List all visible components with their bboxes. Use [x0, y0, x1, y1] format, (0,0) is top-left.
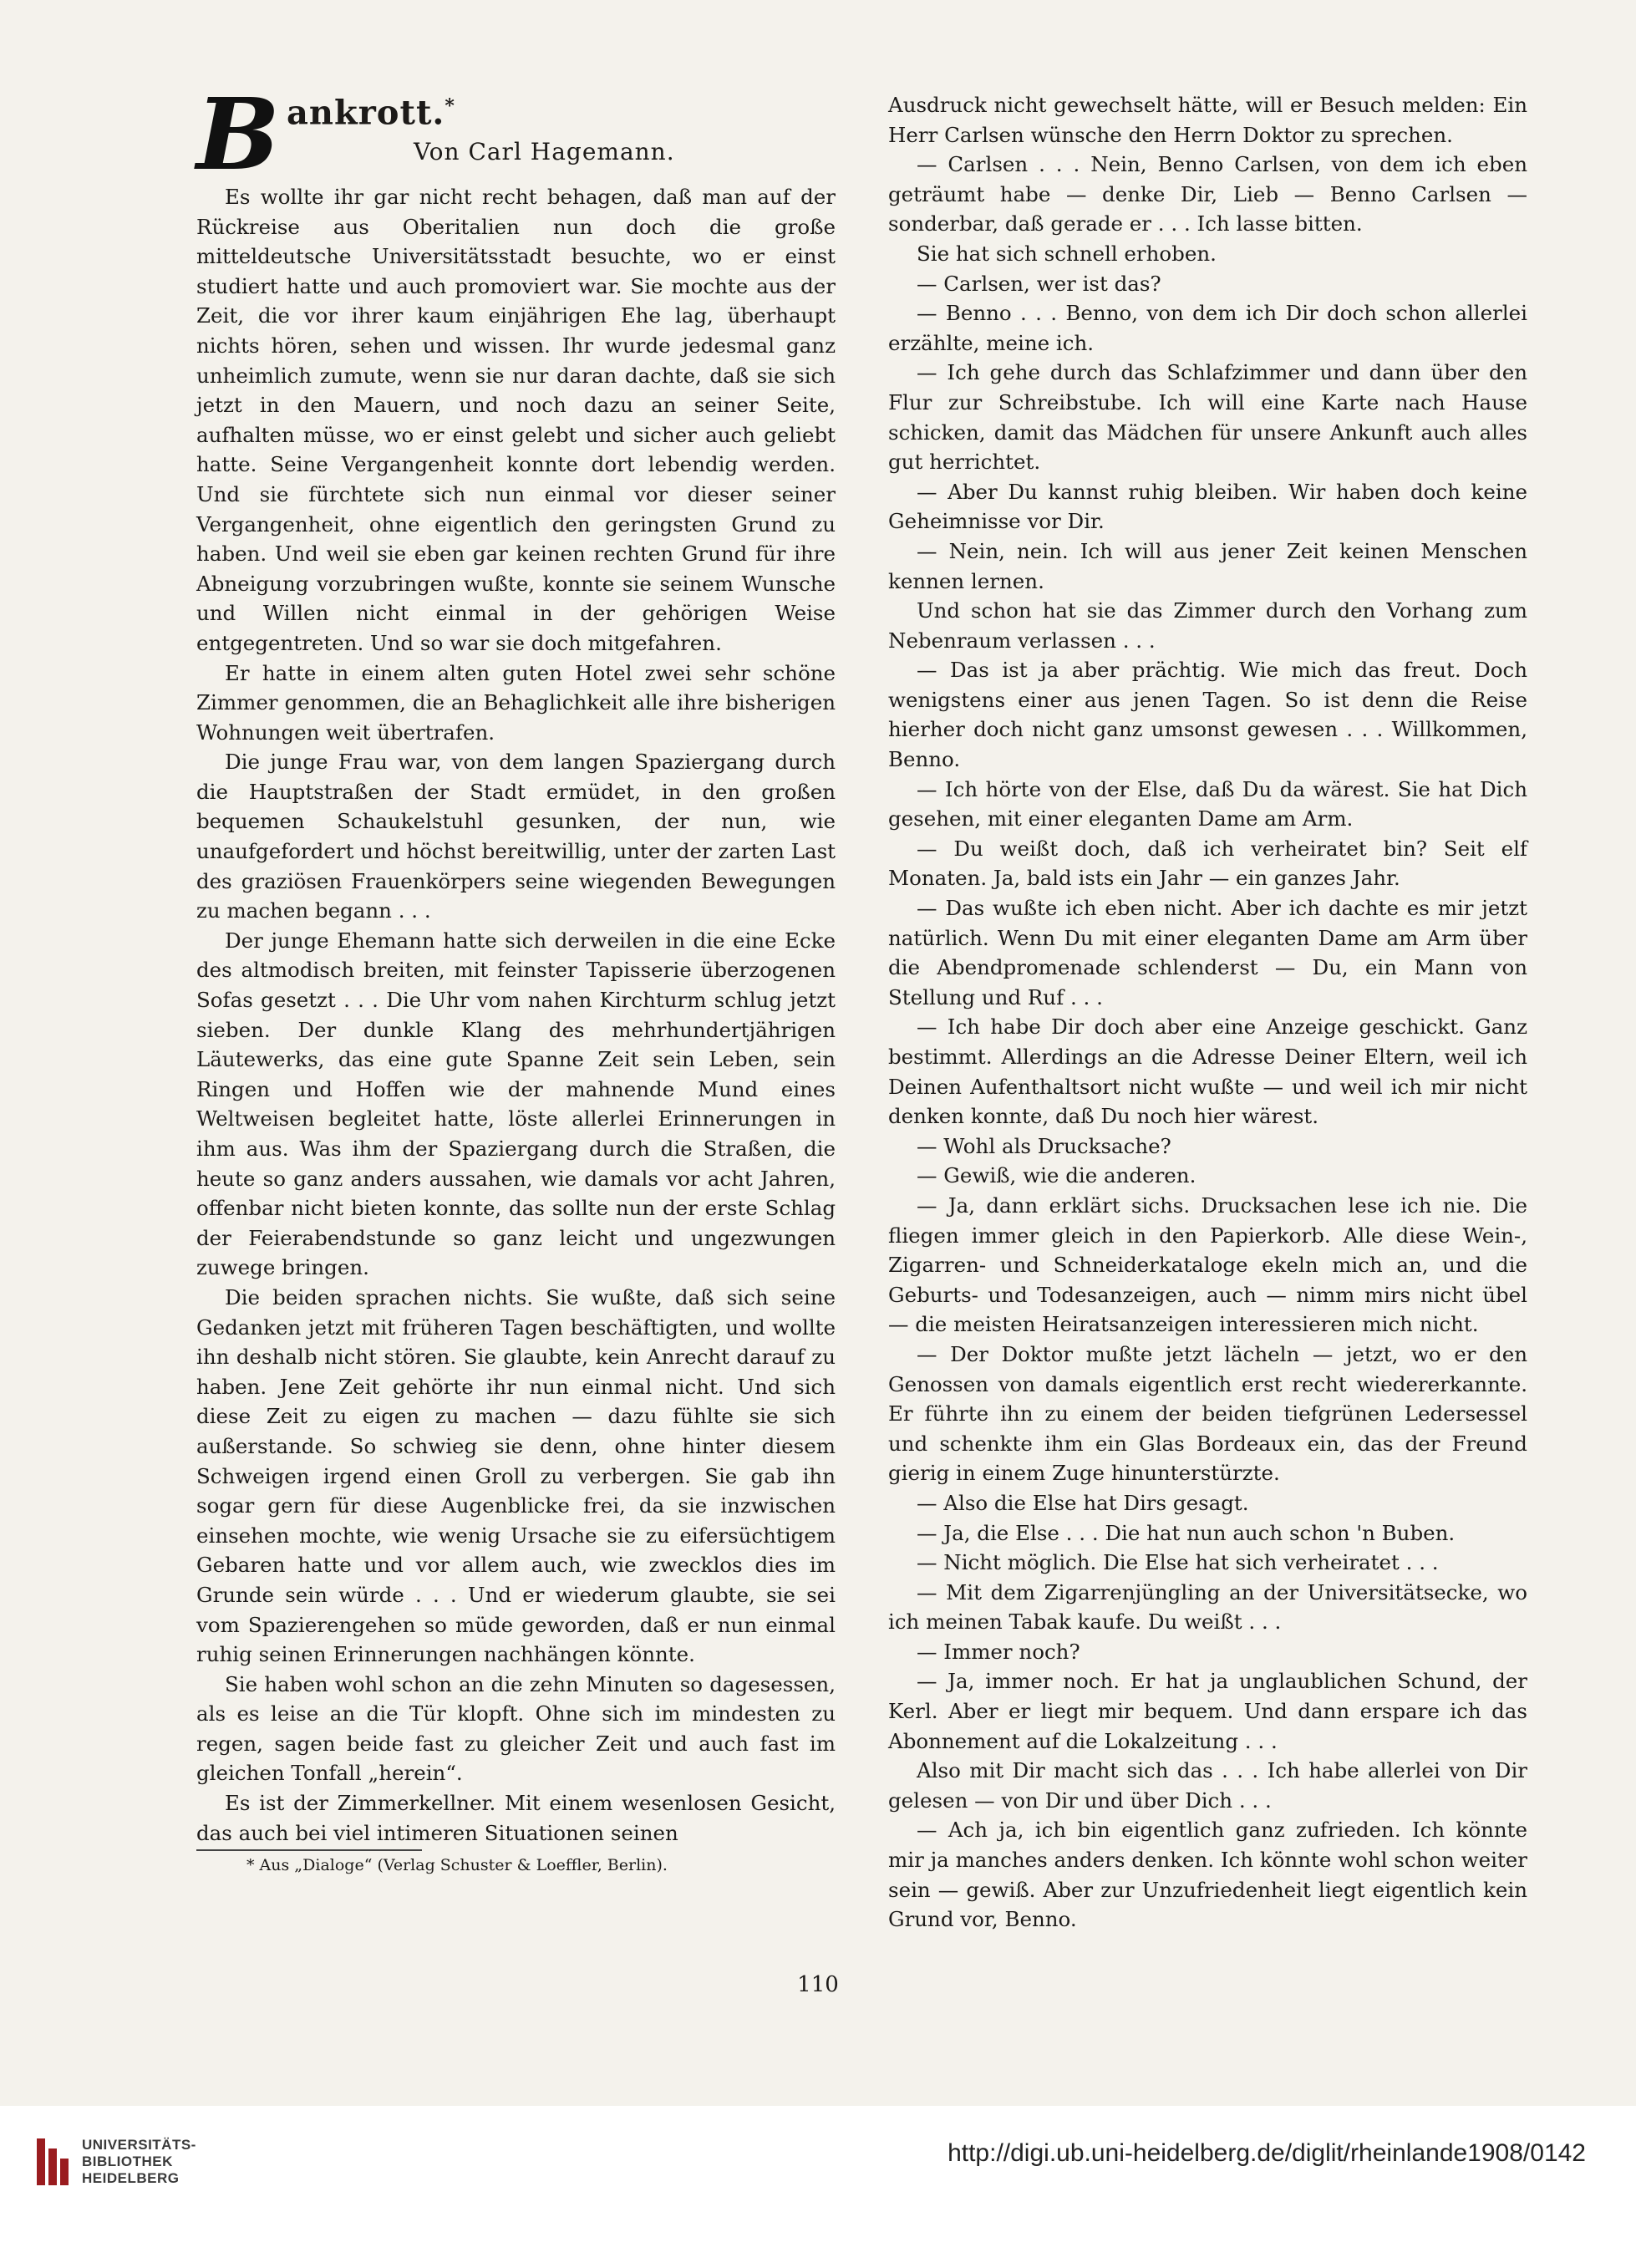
paragraph: — Immer noch? [917, 1639, 1080, 1664]
paragraph: — Gewiß, wie die anderen. [917, 1163, 1197, 1188]
library-name [82, 2137, 196, 2187]
paragraph: — Ich gehe durch das Schlafzimmer und dann über den Flur zur Schreibstube. Ich will eine Karte nach Hause schicken, damit das Mädchen für unsere Ankunft auch alles gut herrichtet. [888, 360, 1527, 475]
paragraph: Er hatte in einem alten guten Hotel zwei sehr schöne Zimmer genommen, die an Behaglichkeit alle ihre bisherigen Wohnungen weit übertrafen. [196, 660, 836, 745]
article-title [287, 92, 455, 133]
paragraph: Die beiden sprachen nichts. Sie wußte, daß sich seine Gedanken jetzt mit früheren Tagen beschäftigten, und wollte ihn deshalb nicht stören. Sie glaubte, kein Anrecht darauf zu haben. Jene Zeit gehörte ihr nun einmal nicht. Und sich diese Zeit zu eigen zu machen — dazu fühlte sie sich außerstande. So schwieg sie denn, ohne hinter diesem Schweigen irgend einen Groll zu verbergen. Sie gab ihn sogar gern für diese Augenblicke frei, da sie inzwischen einsehen mochte, wie wenig Ursache sie zu eifersüchtigem Gebaren hatte und vor allem auch, wie zwecklos dies im Grunde sein würde . . . Und er wiederum glaubte, sie sei vom Spazierengehen so müde geworden, daß er nun einmal ruhig seinen Erinnerungen nachhängen könnte. [196, 1284, 836, 1667]
paragraph: — Carlsen, wer ist das? [917, 271, 1161, 296]
left-column [196, 76, 836, 1876]
library-name-line-3: HEIDELBERG [82, 2170, 180, 2186]
article-title-text: ankrott. [287, 93, 445, 133]
title-footnote-mark: * [445, 95, 455, 117]
library-logo-icon [37, 2138, 70, 2185]
article-header [196, 76, 836, 192]
page-number: 110 [797, 1972, 839, 1997]
source-url-link[interactable]: http://digi.ub.uni-heidelberg.de/diglit/rheinlande1908/0142 [948, 2139, 1586, 2167]
paragraph: Und schon hat sie das Zimmer durch den Vorhang zum Nebenraum verlassen . . . [888, 598, 1527, 653]
paragraph: — Ja, die Else . . . Die hat nun auch schon 'n Buben. [917, 1520, 1456, 1545]
right-column [888, 90, 1527, 1935]
paragraph: — Nein, nein. Ich will aus jener Zeit keinen Menschen kennen lernen. [888, 538, 1527, 593]
paragraph: — Wohl als Drucksache? [917, 1133, 1171, 1158]
paragraph: — Also die Else hat Dirs gesagt. [917, 1490, 1249, 1515]
paragraph: Die junge Frau war, von dem langen Spaziergang durch die Hauptstraßen der Stadt ermüdet, in den großen bequemen Schaukelstuhl gesunken, der nun, wie unaufgefordert und höchst bereitwillig, unter der zarten Last des graziösen Frauenkörpers seine wiegenden Bewegungen zu machen begann . . . [196, 750, 836, 923]
paragraph: Es ist der Zimmerkellner. Mit einem wesenlosen Gesicht, das auch bei viel intimeren Situationen seinen [196, 1791, 836, 1845]
paragraph: — Nicht möglich. Die Else hat sich verheiratet . . . [917, 1550, 1439, 1575]
paragraph: — Ja, dann erklärt sichs. Drucksachen lese ich nie. Die fliegen immer gleich in den Papierkorb. Alle diese Wein-, Zigarren- und Schneiderkataloge ekeln mich an, und die Geburts- und Todesanzeigen, auch — nimm mirs nicht übel — die meisten Heiratsanzeigen interessieren mich nicht. [888, 1192, 1527, 1337]
paragraph: — Ja, immer noch. Er hat ja unglaublichen Schund, der Kerl. Aber er liegt mir bequem. Und dann erspare ich das Abonnement auf die Lokalzeitung . . . [888, 1669, 1527, 1753]
paragraph: — Carlsen . . . Nein, Benno Carlsen, von dem ich eben geträumt habe — denke Dir, Lieb — Benno Carlsen — sonderbar, daß gerade er . . . Ich lasse bitten. [888, 152, 1527, 236]
paragraph: Sie haben wohl schon an die zehn Minuten so dagesessen, als es leise an die Tür klopft. Ohne sich im mindesten zu regen, sagen beide fast zu gleicher Zeit und auch fast im gleichen Tonfall „herein“. [196, 1671, 836, 1786]
paragraph: — Ich habe Dir doch aber eine Anzeige geschickt. Ganz bestimmt. Allerdings an die Adresse Deiner Eltern, weil ich Deinen Aufenthaltsort nicht wußte — und weil ich mir nicht denken konnte, daß Du noch hier wärest. [888, 1014, 1527, 1129]
footnote-divider [196, 1849, 422, 1851]
paragraph: — Der Doktor mußte jetzt lächeln — jetzt, wo er den Genossen von damals eigentlich erst recht wiedererkannte. Er führte ihn zu einem der beiden tiefgrünen Ledersessel und schenkte ihm ein Glas Bordeaux ein, das der Freund gierig in einem Zuge hinunterstürzte. [888, 1341, 1527, 1486]
paragraph: — Ach ja, ich bin eigentlich ganz zufrieden. Ich könnte mir ja manches anders denken. Ich könnte wohl schon weiter sein — gewiß. Aber zur Unzufriedenheit liegt eigentlich kein Grund vor, Benno. [888, 1818, 1527, 1932]
paragraph: — Das wußte ich eben nicht. Aber ich dachte es mir jetzt natürlich. Wenn Du mit einer eleganten Dame am Arm über die Abendpromenade schlenderst — Du, ein Mann von Stellung und Ruf . . . [888, 896, 1527, 1009]
paragraph: Der junge Ehemann hatte sich derweilen in die eine Ecke des altmodisch breiten, mit feinster Tapisserie überzogenen Sofas gesetzt . . . Die Uhr vom nahen Kirchturm schlug jetzt sieben. Der dunkle Klang des mehrhundertjährigen Läutewerks, das eine gute Spanne Zeit sein Leben, sein Ringen und Hoffen wie der mahnende Mund eines Weltweisen begleitet hatte, löste allerlei Erinnerungen in ihm aus. Was ihm der Spaziergang durch die Straßen, die heute so ganz anders aussahen, wie damals vor acht Jahren, offenbar nicht bieten konnte, das sollte nun der erste Schlag der Feierabendstunde so ganz leicht und ungezwungen zuwege bringen. [196, 928, 836, 1280]
paragraph: — Aber Du kannst ruhig bleiben. Wir haben doch keine Geheimnisse vor Dir. [888, 479, 1527, 534]
article-author: Von Carl Hagemann. [414, 138, 675, 165]
paragraph: Es wollte ihr gar nicht recht behagen, daß man auf der Rückreise aus Oberitalien nun doch die große mitteldeutsche Universitätsstadt besuchte, wo er einst studiert hatte und auch promoviert war. Sie mochte aus der Zeit, die vor ihrer kaum einjährigen Ehe lag, überhaupt nichts hören, sehen und wissen. Ihr wurde jedesmal ganz unheimlich zumute, wenn sie nur daran dachte, daß sie sich jetzt in den Mauern, und noch dazu an seiner Seite, aufhalten müsse, wo er einst gelebt und sicher auch geliebt hatte. Seine Vergangenheit konnte dort lebendig werden. Und sie fürchtete sich nun einmal vor dieser seiner Vergangenheit, ohne eigentlich den geringsten Grund zu haben. Und weil sie eben gar keinen rechten Grund für ihre Abneigung vorzubringen wußte, konnte sie seinem Wunsche und Willen nicht einmal in der gehörigen Weise entgegentreten. Und so war sie doch mitgefahren. [196, 185, 836, 655]
footer-bar [0, 2106, 1636, 2268]
footnote: * Aus „Dialoge“ (Verlag Schuster & Loeffler, Berlin). [246, 1856, 668, 1875]
paragraph: Sie hat sich schnell erhoben. [917, 241, 1217, 266]
paragraph: — Das ist ja aber prächtig. Wie mich das freut. Doch wenigstens einer aus jenen Tagen. So ist denn die Reise hierher doch nicht ganz umsonst gewesen . . . Willkommen, Benno. [888, 658, 1527, 772]
paragraph: Ausdruck nicht gewechselt hätte, will er Besuch melden: Ein Herr Carlsen wünsche den Herrn Doktor zu sprechen. [888, 93, 1527, 147]
paragraph: — Du weißt doch, daß ich verheiratet bin? Seit elf Monaten. Ja, bald ists ein Jahr — ein ganzes Jahr. [888, 836, 1527, 891]
library-name-line-1: UNIVERSITÄTS- [82, 2137, 196, 2153]
paragraph: — Ich hörte von der Else, daß Du da wärest. Sie hat Dich gesehen, mit einer eleganten Dame am Arm. [888, 776, 1527, 831]
library-logo[interactable] [37, 2137, 196, 2187]
paragraph: — Benno . . . Benno, von dem ich Dir doch schon allerlei erzählte, meine ich. [888, 301, 1527, 355]
paragraph: Also mit Dir macht sich das . . . Ich habe allerlei von Dir gelesen — von Dir und über Dich . . . [888, 1758, 1527, 1813]
library-name-line-2: BIBLIOTHEK [82, 2154, 173, 2169]
paragraph: — Mit dem Zigarrenjüngling an der Universitätsecke, wo ich meinen Tabak kaufe. Du weißt . . . [888, 1579, 1527, 1635]
decorative-initial: B [196, 76, 280, 192]
